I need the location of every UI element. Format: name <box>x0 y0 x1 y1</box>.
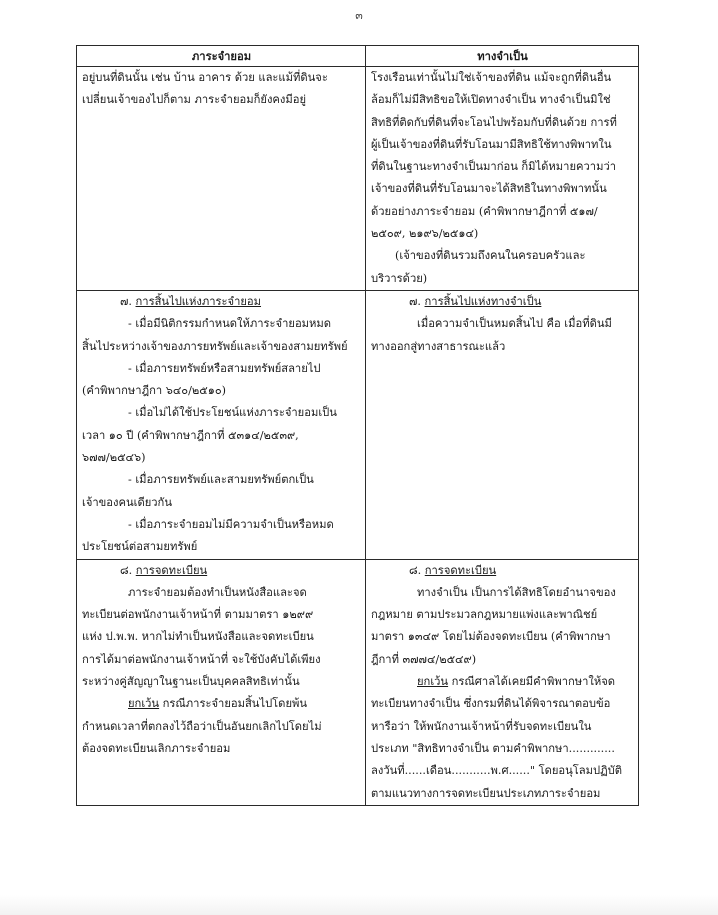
exception-label: ยกเว้น <box>128 697 160 711</box>
text-line: - เมื่อภาระจำยอมไม่มีความจำเป็นหรือหมด <box>128 517 334 531</box>
header-necessary-way: ทางจำเป็น <box>366 46 639 67</box>
table-row <box>77 290 639 559</box>
text-line: เจ้าของคนเดียวกัน <box>82 495 172 509</box>
section-heading <box>82 560 361 582</box>
row1-right-cell <box>366 67 639 291</box>
text-line: อยู่บนที่ดินนั้น เช่น บ้าน อาคาร ด้วย และแม้ที่ดินจะ <box>82 71 328 84</box>
row2-right-cell <box>366 290 639 559</box>
exception-line <box>82 693 361 715</box>
table-header-row <box>77 46 639 67</box>
section-title: การจดทะเบียน <box>424 563 497 577</box>
text-line: เมื่อความจำเป็นหมดสิ้นไป คือ เมื่อที่ดินมี <box>417 317 612 331</box>
header-servitude: ภาระจำยอม <box>77 46 366 67</box>
text-line: ประโยชน์ต่อสามยทรัพย์ <box>82 540 198 554</box>
section-title: การสิ้นไปแห่งภาระจำยอม <box>135 294 262 308</box>
section-heading <box>371 560 634 582</box>
text-line: (คำพิพากษาฎีกา ๖๔๐/๒๕๑๐) <box>82 384 227 398</box>
text-line: (เจ้าของที่ดินรวมถึงคนในครอบครัวและ <box>395 249 586 263</box>
text-line: การได้มาต่อพนักงานเจ้าหน้าที่ จะใช้บังคับได้เพียง <box>82 652 321 666</box>
text-line: ตามแนวทางการจดทะเบียนประเภทภาระจำยอม <box>371 786 601 800</box>
text-line: มาตรา ๑๓๔๙ โดยไม่ต้องจดทะเบียน (คำพิพากษา <box>371 630 611 644</box>
text-line: กฎหมาย ตามประมวลกฎหมายแพ่งและพาณิชย์ <box>371 608 598 622</box>
row3-left-cell <box>77 559 366 805</box>
text-line: ผู้เป็นเจ้าของที่ดินที่รับโอนมามีสิทธิใช้ทางพิพาทใน <box>371 137 612 151</box>
text-line: ทะเบียนต่อพนักงานเจ้าหน้าที่ ตามมาตรา ๑๒๙๙ <box>82 608 314 622</box>
comparison-table <box>76 45 639 806</box>
text-line: เปลี่ยนเจ้าของไปก็ตาม ภาระจำยอมก็ยังคงมีอยู่ <box>82 93 307 107</box>
text-line: เวลา ๑๐ ปี (คำพิพากษาฎีกาที่ ๕๓๑๔/๒๕๓๙, <box>82 428 299 442</box>
text-line: โรงเรือนเท่านั้นไม่ใช่เจ้าของที่ดิน แม้จะถูกที่ดินอื่น <box>371 71 612 84</box>
text-line: ต้องจดทะเบียนเลิกภาระจำยอม <box>82 741 231 755</box>
text-line: - เมื่อภารยทรัพย์และสามยทรัพย์ตกเป็น <box>128 473 314 487</box>
text-line: ล้อมก็ไม่มีสิทธิขอให้เปิดทางจำเป็น ทางจำเป็นมิใช่ <box>371 93 611 107</box>
text-line: ลงวันที่......เดือน...........พ.ศ......" โดยอนุโลมปฏิบัติ <box>371 764 623 778</box>
text-line: หารือว่า ให้พนักงานเจ้าหน้าที่รับจดทะเบียนใน <box>371 719 592 733</box>
section-number: ๘. <box>120 563 133 577</box>
text-span: กรณีศาลได้เคยมีคำพิพากษาให้จด <box>448 675 616 689</box>
text-line: ฎีกาที่ ๓๗๗๔/๒๕๔๙) <box>371 652 477 666</box>
text-line: เจ้าของที่ดินที่รับโอนมาจะได้สิทธิในทางพิพาทนั้น <box>371 182 607 196</box>
text-line: - เมื่อมีนิติกรรมกำหนดให้ภาระจำยอมหมด <box>128 317 332 331</box>
text-line: บริวารด้วย) <box>371 271 428 285</box>
page-bottom-shadow <box>0 895 718 915</box>
text-line: - เมื่อภารยทรัพย์หรือสามยทรัพย์สลายไป <box>128 361 321 375</box>
section-number: ๘. <box>409 563 422 577</box>
text-line: ระหว่างคู่สัญญาในฐานะเป็นบุคคลสิทธิเท่านั้น <box>82 675 300 689</box>
table-row <box>77 559 639 805</box>
text-line: สิ้นไประหว่างเจ้าของภารยทรัพย์และเจ้าของสามยทรัพย์ <box>82 339 348 353</box>
text-line: ด้วยอย่างภาระจำยอม (คำพิพากษาฎีกาที่ ๕๑๗/ <box>371 204 598 218</box>
text-line: ทางจำเป็น เป็นการได้สิทธิโดยอำนาจของ <box>417 585 616 599</box>
section-number: ๗. <box>409 294 421 308</box>
exception-line <box>371 671 634 693</box>
text-line: กำหนดเวลาที่ตกลงไว้ถือว่าเป็นอันยกเลิกไปโดยไม่ <box>82 719 322 733</box>
section-heading <box>82 291 361 313</box>
section-heading <box>371 291 634 313</box>
text-line: ๖๗๗/๒๕๔๖) <box>82 451 146 465</box>
text-line: ๒๕๐๙, ๒๑๙๖/๒๕๑๔) <box>371 227 479 241</box>
text-line: ที่ดินในฐานะทางจำเป็นมาก่อน ก็มิได้หมายความว่า <box>371 160 617 174</box>
text-line: สิทธิที่ติดกับที่ดินที่จะโอนไปพร้อมกับที่ดินด้วย การที่ <box>371 115 617 129</box>
row3-right-cell <box>366 559 639 805</box>
section-title: การจดทะเบียน <box>135 563 208 577</box>
text-line: ประเภท "สิทธิทางจำเป็น ตามคำพิพากษา............. <box>371 741 615 755</box>
text-line: ทะเบียนทางจำเป็น ซึ่งกรมที่ดินได้พิจารณาตอบข้อ <box>371 697 611 711</box>
row2-left-cell <box>77 290 366 559</box>
row1-left-cell <box>77 67 366 291</box>
text-line: แห่ง ป.พ.พ. หากไม่ทำเป็นหนังสือและจดทะเบียน <box>82 630 314 644</box>
text-line: ภาระจำยอมต้องทำเป็นหนังสือและจด <box>128 585 307 599</box>
text-span: กรณีภาระจำยอมสิ้นไปโดยพ้น <box>159 697 308 711</box>
table-row <box>77 67 639 291</box>
page-number: ๓ <box>355 9 363 22</box>
text-line: ทางออกสู่ทางสาธารณะแล้ว <box>371 339 506 353</box>
section-number: ๗. <box>120 294 132 308</box>
text-line: - เมื่อไม่ได้ใช้ประโยชน์แห่งภาระจำยอมเป็น <box>128 406 337 420</box>
exception-label: ยกเว้น <box>417 675 449 689</box>
section-title: การสิ้นไปแห่งทางจำเป็น <box>424 294 542 308</box>
